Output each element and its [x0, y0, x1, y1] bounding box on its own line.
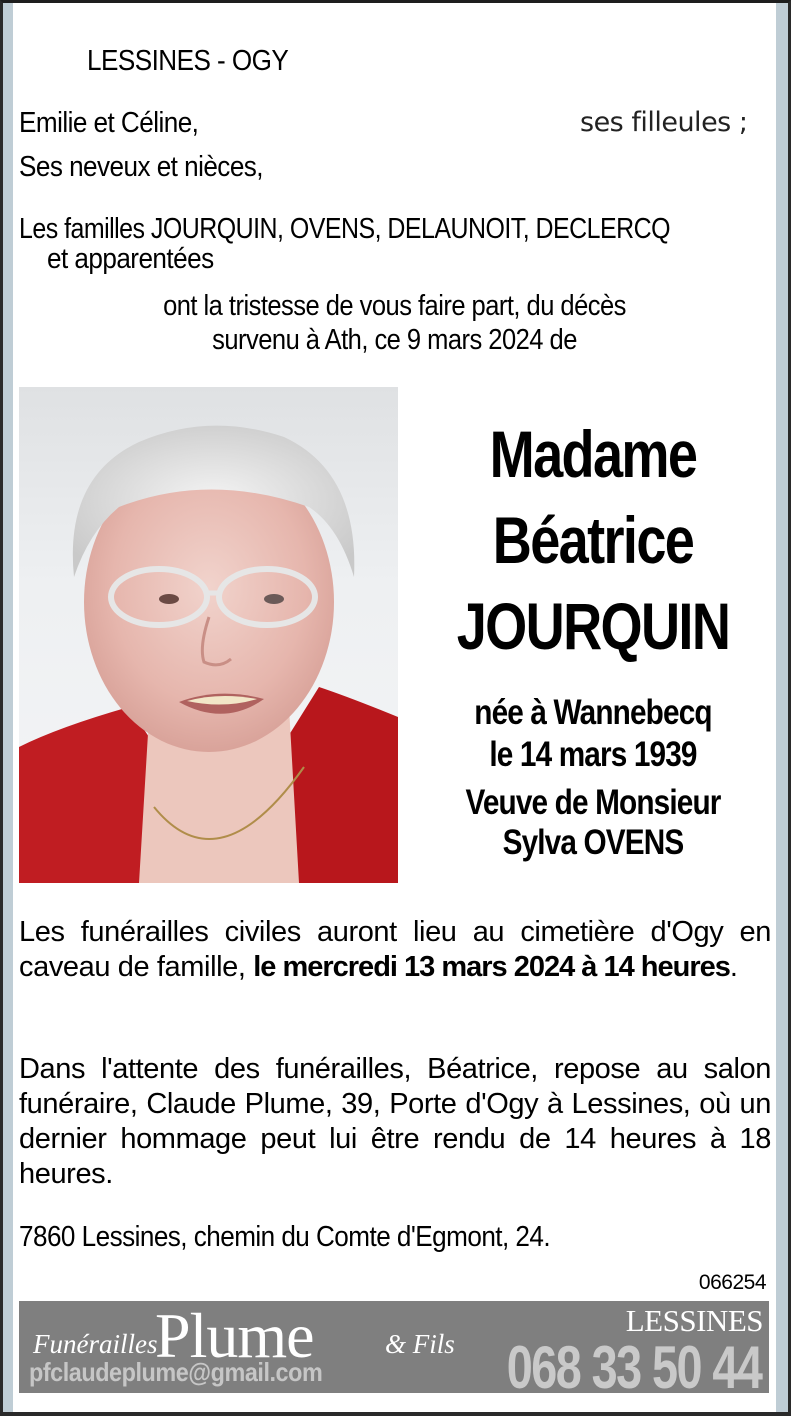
- deceased-details: [408, 693, 778, 861]
- deceased-title: Madame: [489, 417, 697, 491]
- funeral-text-end: .: [729, 951, 738, 983]
- visitation-paragraph: Dans l'attente des funérailles, Béatrice, repose au salon funéraire, Claude Plume, 39, Porte d'Ogy à Lessines, où un dernier hommage peut lui être rendu de 14 heures à 18 heures.: [19, 1053, 771, 1190]
- banner-brand: Plume: [155, 1301, 314, 1371]
- family-line-families: Les familles JOURQUIN, OVENS, DELAUNOIT, DECLERCQ: [19, 213, 671, 245]
- reference-number: 066254: [698, 1271, 766, 1294]
- family-address: 7860 Lessines, chemin du Comte d'Egmont, 24.: [19, 1221, 551, 1253]
- announcement-line-1: ont la tristesse de vous faire part, du décès: [163, 290, 626, 322]
- spouse-line-2: Sylva OVENS: [502, 823, 684, 862]
- family-line-goddaughters-role: ses filleules ;: [580, 107, 748, 138]
- funeral-paragraph: [19, 915, 771, 985]
- announcement-line-2: survenu à Ath, ce 9 mars 2024 de: [212, 324, 577, 356]
- deceased-name: [408, 411, 778, 669]
- banner-email-link[interactable]: pfclaudeplume@gmail.com: [29, 1357, 323, 1387]
- portrait-photo: [19, 387, 398, 883]
- left-border-strip: [3, 3, 13, 1412]
- banner-phone-link[interactable]: 068 33 50 44: [506, 1334, 761, 1393]
- deceased-last-name: JOURQUIN: [456, 589, 730, 663]
- funeral-home-banner: [19, 1301, 769, 1393]
- birth-date: le 14 mars 1939: [489, 735, 697, 774]
- spouse-line-1: Veuve de Monsieur: [465, 783, 721, 822]
- funeral-date-time: le mercredi 13 mars 2024 à 14 heures: [253, 951, 730, 983]
- deceased-first-name: Béatrice: [492, 503, 694, 577]
- family-line-related: et apparentées: [47, 243, 214, 275]
- banner-prefix: Funérailles: [33, 1329, 158, 1359]
- birth-place: née à Wannebecq: [474, 693, 712, 732]
- banner-city: LESSINES: [625, 1303, 763, 1338]
- announcement: [13, 289, 776, 357]
- portrait-illustration: [19, 387, 398, 883]
- location-heading: LESSINES - OGY: [87, 45, 289, 77]
- family-line-nephews: Ses neveux et nièces,: [19, 151, 264, 183]
- family-line-goddaughters: Emilie et Céline,: [19, 107, 199, 139]
- obituary-notice: [13, 3, 776, 1412]
- funeral-text: Les funérailles civiles auront lieu au cimetière d'Ogy en caveau de famille,: [19, 916, 771, 983]
- banner-suffix: & Fils: [385, 1329, 455, 1359]
